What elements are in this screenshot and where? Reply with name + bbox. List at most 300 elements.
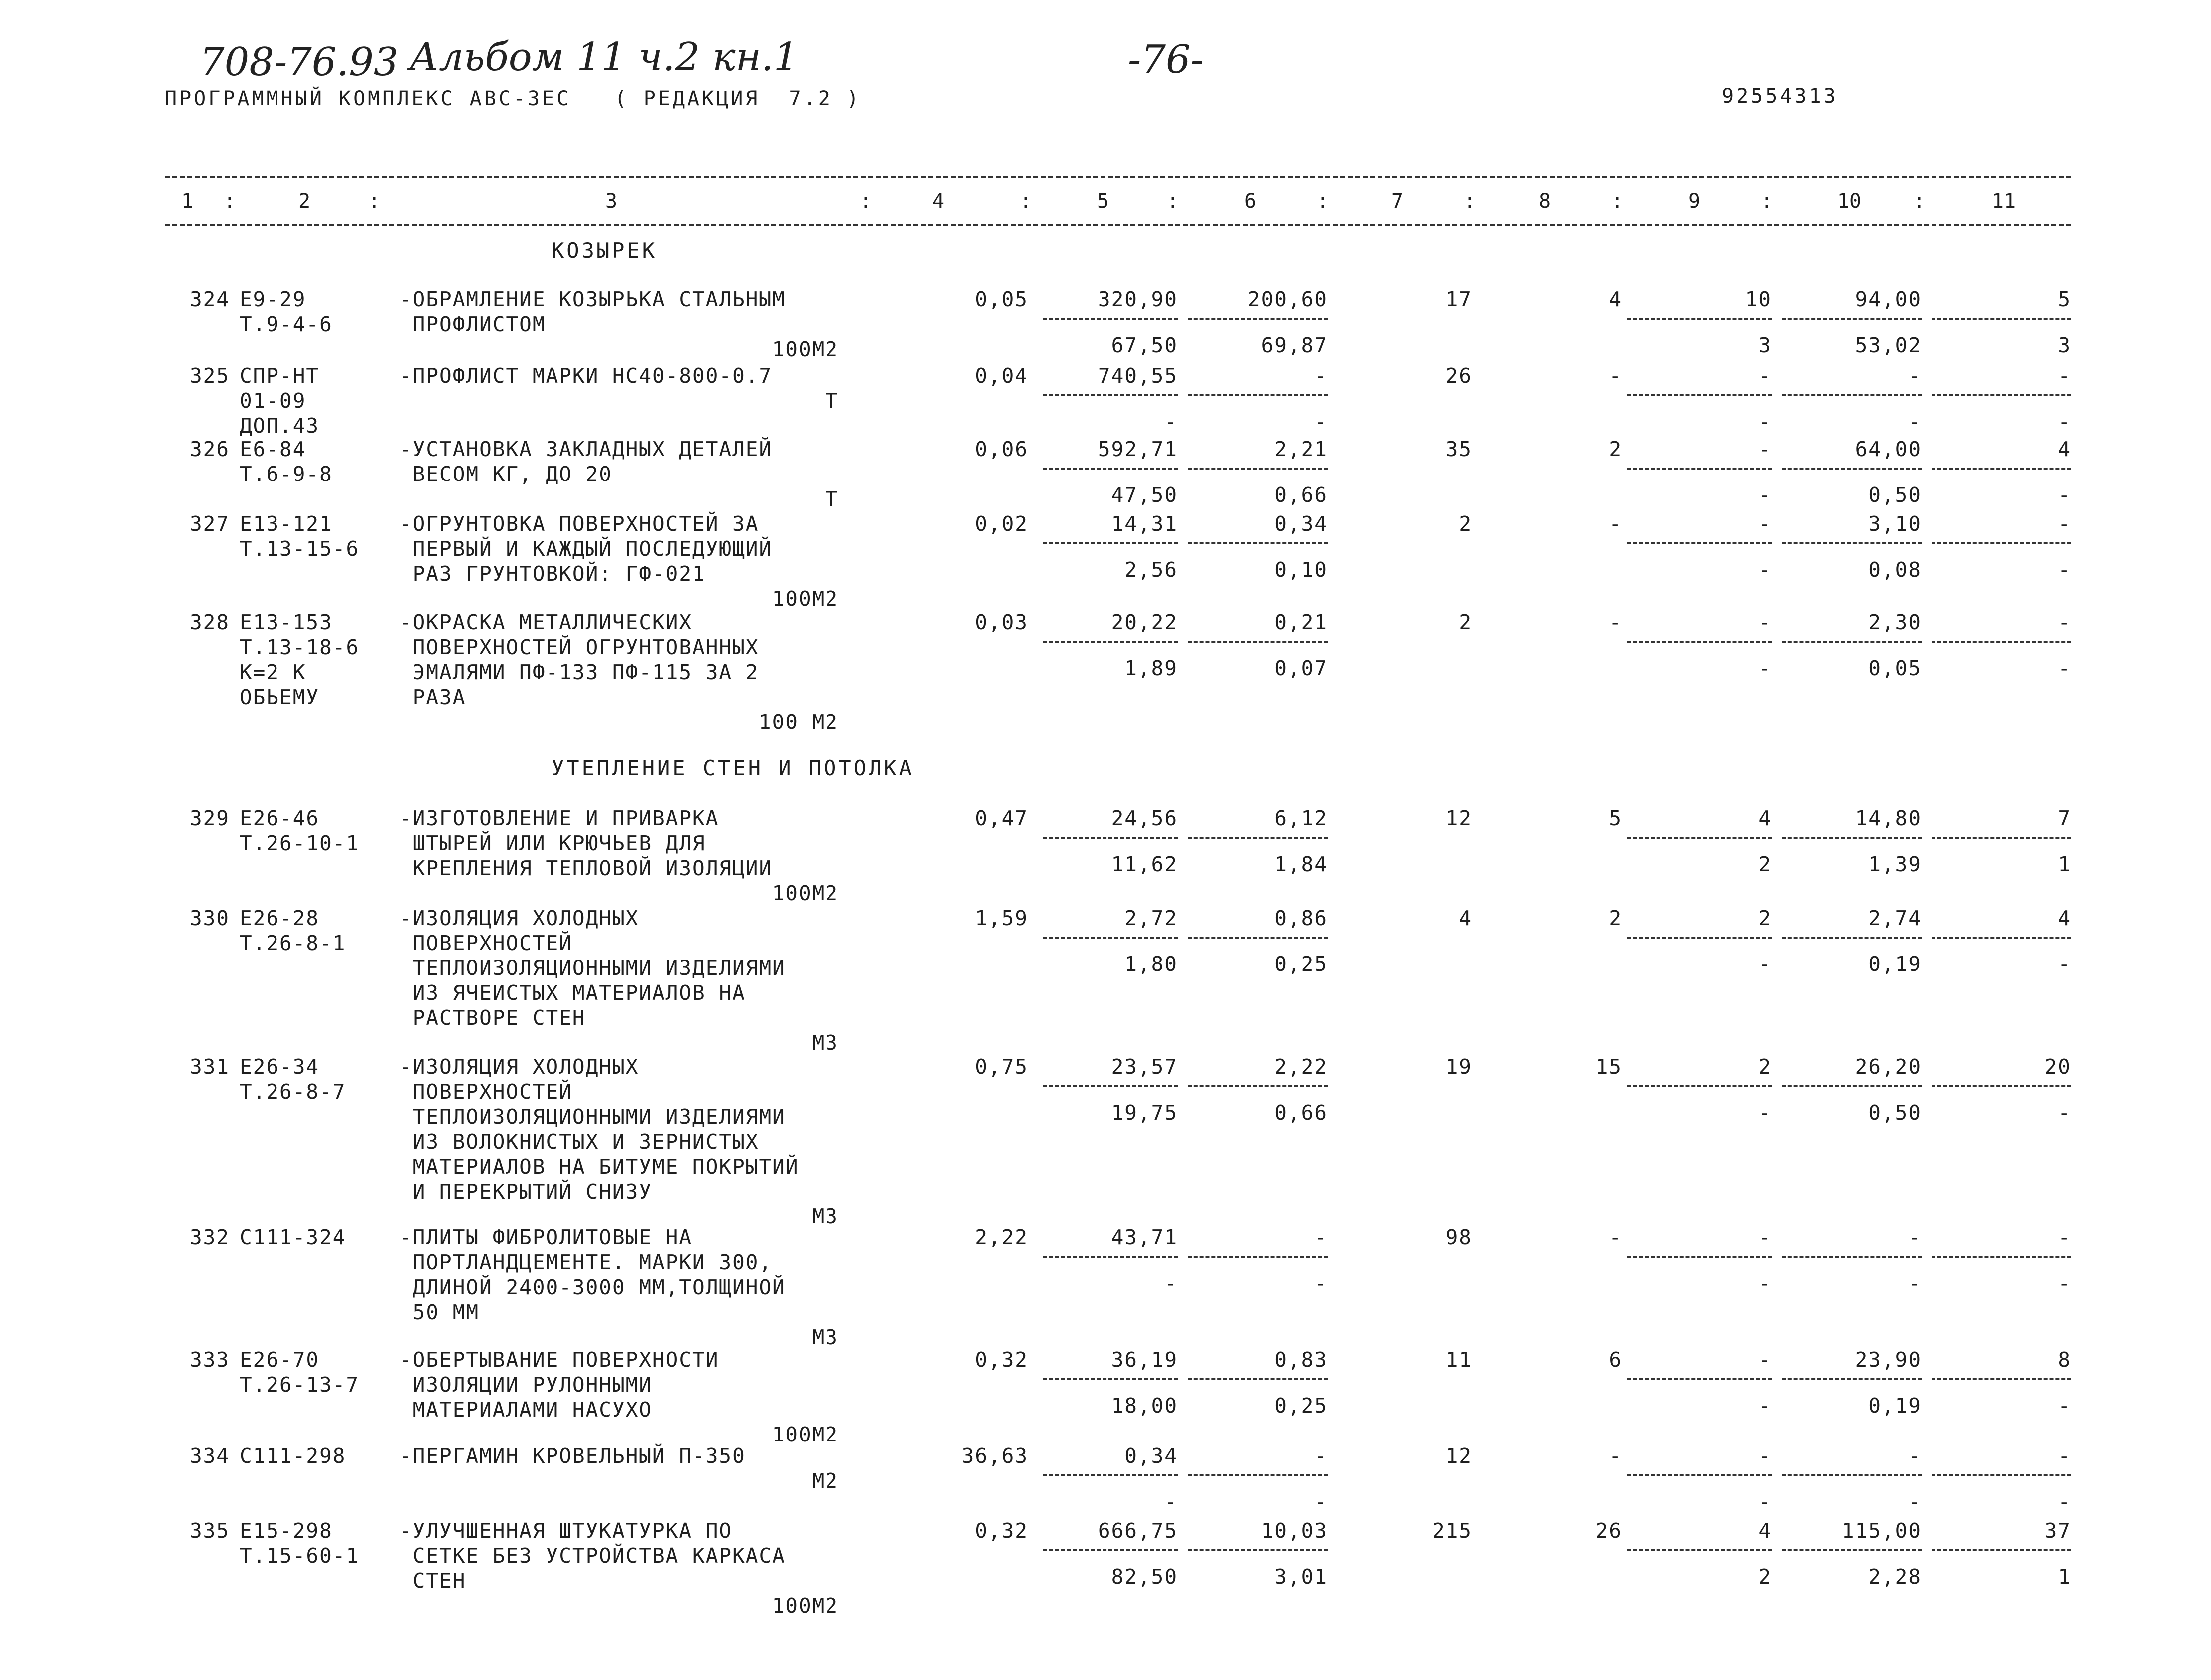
total-value-lower: 1,39 [1868,852,1922,876]
labor-value: 12 [1445,1444,1472,1468]
cost-machines: - [1314,364,1328,388]
column-header-10: 10 [1837,190,1862,213]
total-value: 4 [2058,906,2071,930]
total-value: - [1758,437,1772,461]
labor-value: 2 [1609,437,1622,461]
labor-value: 15 [1595,1055,1622,1079]
total-value-lower: 3 [1758,333,1772,357]
total-value-lower: - [1758,952,1772,976]
cost-separator-line [1043,1474,1178,1476]
row-number: 328 [189,610,230,634]
work-description: ИЗОЛЯЦИИ РУЛОННЫМИ [399,1373,652,1397]
total-value: 4 [1758,1519,1772,1543]
labor-value: 6 [1609,1348,1622,1372]
work-description: ПОВЕРХНОСТЕЙ [399,1080,572,1104]
cost-separator-line [1932,641,2071,643]
cost-separator-line [1932,542,2071,544]
quantity: 0,02 [975,512,1028,536]
quantity: 0,32 [975,1519,1028,1543]
total-value-lower: 1 [2058,852,2071,876]
total-value-lower: - [2058,410,2071,434]
cost-separator-line [1782,394,1922,396]
rate-code: С111-298 [240,1444,346,1468]
row-number: 324 [189,287,230,311]
unit-label: 100М2 [772,587,838,611]
rate-code: Т.26-13-7 [240,1373,360,1397]
cost-machines: 0,86 [1274,906,1328,930]
cost-machines: 6,12 [1274,806,1328,830]
cost-machines-wages: 0,66 [1274,483,1328,507]
cost-total: 23,57 [1111,1055,1178,1079]
cost-wages: - [1164,1490,1178,1514]
cost-separator-line [1782,1549,1922,1551]
total-value-lower: - [1908,1271,1922,1295]
total-value-lower: - [1758,1271,1772,1295]
work-description: И ПЕРЕКРЫТИЙ СНИЗУ [399,1180,652,1203]
labor-value: 215 [1432,1519,1472,1543]
cost-separator-line [1043,1085,1178,1087]
cost-separator-line [1627,1256,1772,1258]
total-value: 2 [1758,906,1772,930]
quantity: 0,47 [975,806,1028,830]
rate-code: Т.6-9-8 [240,462,333,486]
work-description: ПОРТЛАНДЦЕМЕНТЕ. МАРКИ 300, [399,1250,773,1274]
cost-machines-wages: 69,87 [1261,333,1328,357]
unit-label: М3 [812,1031,838,1055]
total-value: 37 [2044,1519,2071,1543]
total-value: 23,90 [1855,1348,1922,1372]
column-separator: : [1760,190,1773,213]
unit-label: 100 М2 [758,710,838,734]
cost-machines-wages: 3,01 [1274,1565,1328,1589]
labor-value: 19 [1445,1055,1472,1079]
cost-separator-line [1043,318,1178,320]
row-number: 327 [189,512,230,536]
cost-wages: 2,56 [1124,558,1178,582]
cost-wages: 19,75 [1111,1101,1178,1125]
cost-machines: 200,60 [1247,287,1328,311]
column-separator: : [1166,190,1179,213]
unit-label: М3 [812,1204,838,1228]
total-value: 2 [1758,1055,1772,1079]
total-value-lower: - [1908,1490,1922,1514]
cost-separator-line [1782,641,1922,643]
cost-total: 14,31 [1111,512,1178,536]
cost-separator-line [1188,937,1328,939]
cost-separator-line [1932,318,2071,320]
total-value: - [2058,1225,2071,1249]
column-header-8: 8 [1538,190,1551,213]
labor-value: 17 [1445,287,1472,311]
cost-separator-line [1188,542,1328,544]
total-value: - [2058,610,2071,634]
work-description: ШТЫРЕЙ ИЛИ КРЮЧЬЕВ ДЛЯ [399,831,706,855]
rate-code: Е13-153 [240,610,333,634]
cost-machines: 2,22 [1274,1055,1328,1079]
row-number: 335 [189,1519,230,1543]
handwritten-album: Альбом 11 ч.2 кн.1 [409,35,799,80]
cost-separator-line [1188,318,1328,320]
cost-total: 592,71 [1098,437,1178,461]
cost-separator-line [1043,1256,1178,1258]
cost-separator-line [1043,1549,1178,1551]
work-description: МАТЕРИАЛОВ НА БИТУМЕ ПОКРЫТИЙ [399,1155,799,1179]
cost-separator-line [1043,641,1178,643]
cost-machines: 2,21 [1274,437,1328,461]
quantity: 0,75 [975,1055,1028,1079]
cost-separator-line [1043,837,1178,839]
work-description: -ОКРАСКА МЕТАЛЛИЧЕСКИХ [399,610,693,634]
total-value: - [2058,1444,2071,1468]
labor-value: - [1609,364,1622,388]
total-value: 4 [2058,437,2071,461]
cost-separator-line [1782,318,1922,320]
total-value: 7 [2058,806,2071,830]
cost-total: 36,19 [1111,1348,1178,1372]
total-value-lower: 0,05 [1868,656,1922,680]
cost-machines-wages: 0,10 [1274,558,1328,582]
rate-code: Т.26-8-1 [240,931,346,955]
total-value-lower: - [1758,410,1772,434]
work-description: МАТЕРИАЛАМИ НАСУХО [399,1398,652,1422]
unit-label: 100М2 [772,337,838,361]
column-header-11: 11 [1991,190,2016,213]
total-value: 2,74 [1868,906,1922,930]
column-header-7: 7 [1391,190,1404,213]
total-value-lower: - [1758,656,1772,680]
cost-machines: 10,03 [1261,1519,1328,1543]
cost-separator-line [1188,468,1328,470]
rate-code: Т.9-4-6 [240,312,333,336]
total-value-lower: 1 [2058,1565,2071,1589]
unit-label: 100М2 [772,1594,838,1618]
cost-separator-line [1782,1378,1922,1380]
cost-machines: 0,21 [1274,610,1328,634]
labor-value: 35 [1445,437,1472,461]
work-description: -ИЗОЛЯЦИЯ ХОЛОДНЫХ [399,906,639,930]
cost-wages: - [1164,1271,1178,1295]
total-value: - [1758,512,1772,536]
total-value: - [1758,364,1772,388]
cost-machines: 0,83 [1274,1348,1328,1372]
total-value: - [1758,1225,1772,1249]
cost-separator-line [1188,1378,1328,1380]
labor-value: 26 [1595,1519,1622,1543]
unit-label: М2 [812,1469,838,1493]
row-number: 331 [189,1055,230,1079]
cost-separator-line [1932,837,2071,839]
cost-separator-line [1932,1256,2071,1258]
work-description: ЭМАЛЯМИ ПФ-133 ПФ-115 ЗА 2 [399,660,759,684]
column-header-3: 3 [605,190,618,213]
quantity: 0,04 [975,364,1028,388]
column-header-2: 2 [298,190,311,213]
column-separator: : [1019,190,1032,213]
cost-machines-wages: 1,84 [1274,852,1328,876]
work-description: ПОВЕРХНОСТЕЙ ОГРУНТОВАННЫХ [399,635,759,659]
total-value-lower: 0,50 [1868,483,1922,507]
work-description: ПРОФЛИСТОМ [399,312,546,336]
total-value-lower: - [1758,1101,1772,1125]
total-value: 8 [2058,1348,2071,1372]
cost-separator-line [1932,468,2071,470]
cost-separator-line [1627,641,1772,643]
rate-code: Т.26-10-1 [240,831,360,855]
rate-code: ДОП.43 [240,414,320,438]
total-value: - [1758,610,1772,634]
work-description: ПОВЕРХНОСТЕЙ [399,931,572,955]
column-header-6: 6 [1244,190,1257,213]
total-value: - [2058,364,2071,388]
column-header-5: 5 [1097,190,1109,213]
column-header-9: 9 [1688,190,1701,213]
rate-code: Т.13-15-6 [240,537,360,561]
total-value: - [1908,364,1922,388]
work-description: 50 ММ [399,1300,480,1324]
rate-code: С111-324 [240,1225,346,1249]
labor-value: 98 [1445,1225,1472,1249]
total-value: 26,20 [1855,1055,1922,1079]
cost-separator-line [1627,542,1772,544]
rate-code: Т.15-60-1 [240,1544,360,1568]
row-number: 326 [189,437,230,461]
cost-separator-line [1932,394,2071,396]
cost-separator-line [1932,1378,2071,1380]
cost-wages: 18,00 [1111,1394,1178,1418]
total-value-lower: - [2058,1394,2071,1418]
row-number: 330 [189,906,230,930]
work-description: -ОБРАМЛЕНИЕ КОЗЫРЬКА СТАЛЬНЫМ [399,287,786,311]
column-header-4: 4 [932,190,945,213]
labor-value: 4 [1459,906,1472,930]
cost-separator-line [1627,937,1772,939]
total-value: - [1758,1348,1772,1372]
cost-separator-line [1043,1378,1178,1380]
total-value-lower: 0,50 [1868,1101,1922,1125]
total-value: 3,10 [1868,512,1922,536]
cost-separator-line [1043,937,1178,939]
cost-separator-line [1932,1549,2071,1551]
work-description: -УСТАНОВКА ЗАКЛАДНЫХ ДЕТАЛЕЙ [399,437,773,461]
row-number: 334 [189,1444,230,1468]
cost-wages: - [1164,410,1178,434]
row-number: 333 [189,1348,230,1372]
total-value: - [1908,1225,1922,1249]
work-description: ТЕПЛОИЗОЛЯЦИОННЫМИ ИЗДЕЛИЯМИ [399,956,786,980]
cost-separator-line [1043,468,1178,470]
total-value-lower: - [2058,483,2071,507]
cost-total: 24,56 [1111,806,1178,830]
total-value-lower: 2,28 [1868,1565,1922,1589]
rate-code: Е26-70 [240,1348,320,1372]
cost-machines-wages: - [1314,1271,1328,1295]
unit-label: 100М2 [772,1423,838,1446]
total-value: 115,00 [1841,1519,1922,1543]
rate-code: Е26-46 [240,806,320,830]
cost-wages: 47,50 [1111,483,1178,507]
cost-separator-line [1627,468,1772,470]
quantity: 1,59 [975,906,1028,930]
total-value: - [2058,512,2071,536]
program-line: ПРОГРАММНЫЙ КОМПЛЕКС АВС-3ЕС ( РЕДАКЦИЯ 7.2 ) [165,87,861,110]
cost-wages: 11,62 [1111,852,1178,876]
cost-separator-line [1627,1085,1772,1087]
cost-machines: - [1314,1225,1328,1249]
cost-separator-line [1188,1085,1328,1087]
cost-separator-line [1043,394,1178,396]
cost-separator-line [1188,394,1328,396]
total-value-lower: 2 [1758,852,1772,876]
handwritten-code: 708-76.93 [200,40,399,85]
cost-total: 740,55 [1098,364,1178,388]
cost-separator-line [1782,937,1922,939]
rate-code: Т.13-18-6 [240,635,360,659]
cost-separator-line [1188,641,1328,643]
labor-value: 2 [1609,906,1622,930]
cost-wages: 1,89 [1124,656,1178,680]
quantity: 0,03 [975,610,1028,634]
rate-code: Е26-34 [240,1055,320,1079]
cost-separator-line [1782,468,1922,470]
rate-code: Е26-28 [240,906,320,930]
unit-label: 100М2 [772,881,838,905]
labor-value: - [1609,512,1622,536]
total-value-lower: - [1758,1490,1772,1514]
unit-label: Т [825,389,838,413]
column-separator: : [1611,190,1624,213]
total-value-lower: - [2058,1271,2071,1295]
labor-value: 2 [1459,512,1472,536]
header-rule-top [165,176,2071,178]
labor-value: 26 [1445,364,1472,388]
work-description: ВЕСОМ КГ, ДО 20 [399,462,612,486]
cost-separator-line [1782,1474,1922,1476]
row-number: 332 [189,1225,230,1249]
cost-total: 43,71 [1111,1225,1178,1249]
total-value-lower: 2 [1758,1565,1772,1589]
quantity: 0,32 [975,1348,1028,1372]
cost-separator-line [1782,837,1922,839]
rate-code: Е6-84 [240,437,306,461]
section-title: КОЗЫРЕК [552,239,658,263]
cost-separator-line [1782,1085,1922,1087]
cost-machines: - [1314,1444,1328,1468]
rate-code: Т.26-8-7 [240,1080,346,1104]
total-value: 14,80 [1855,806,1922,830]
cost-separator-line [1188,1549,1328,1551]
cost-total: 666,75 [1098,1519,1178,1543]
quantity: 0,06 [975,437,1028,461]
total-value-lower: 0,19 [1868,952,1922,976]
total-value: 4 [1758,806,1772,830]
quantity: 2,22 [975,1225,1028,1249]
total-value: 20 [2044,1055,2071,1079]
cost-machines-wages: 0,25 [1274,952,1328,976]
total-value-lower: 0,19 [1868,1394,1922,1418]
cost-machines-wages: 0,66 [1274,1101,1328,1125]
work-description: РАЗА [399,685,466,709]
work-description: -ОГРУНТОВКА ПОВЕРХНОСТЕЙ ЗА [399,512,759,536]
quantity: 0,05 [975,287,1028,311]
cost-wages: 82,50 [1111,1565,1178,1589]
total-value-lower: - [2058,558,2071,582]
cost-wages: 67,50 [1111,333,1178,357]
cost-machines-wages: 0,07 [1274,656,1328,680]
total-value: 2,30 [1868,610,1922,634]
cost-separator-line [1627,1549,1772,1551]
cost-separator-line [1932,937,2071,939]
cost-separator-line [1782,1256,1922,1258]
header-rule-bottom [165,224,2071,226]
total-value: 10 [1745,287,1772,311]
cost-machines-wages: - [1314,410,1328,434]
cost-total: 20,22 [1111,610,1178,634]
total-value: 64,00 [1855,437,1922,461]
column-header-1: 1 [181,190,194,213]
rate-code: ОБЬЕМУ [240,685,320,709]
rate-code: Е15-298 [240,1519,333,1543]
cost-total: 0,34 [1124,1444,1178,1468]
cost-total: 2,72 [1124,906,1178,930]
work-description: РАСТВОРЕ СТЕН [399,1006,586,1030]
work-description: -УЛУЧШЕННАЯ ШТУКАТУРКА ПО [399,1519,733,1543]
work-description: -ПЕРГАМИН КРОВЕЛЬНЫЙ П-350 [399,1444,746,1468]
cost-separator-line [1627,837,1772,839]
work-description: ТЕПЛОИЗОЛЯЦИОННЫМИ ИЗДЕЛИЯМИ [399,1105,786,1129]
work-description: ИЗ ЯЧЕИСТЫХ МАТЕРИАЛОВ НА [399,981,746,1005]
quantity: 36,63 [961,1444,1028,1468]
work-description: -ПРОФЛИСТ МАРКИ НС40-800-0.7 [399,364,773,388]
column-separator: : [859,190,872,213]
cost-separator-line [1043,542,1178,544]
cost-wages: 1,80 [1124,952,1178,976]
cost-separator-line [1188,1256,1328,1258]
total-value-lower: - [2058,952,2071,976]
column-separator: : [368,190,381,213]
total-value: - [1908,1444,1922,1468]
labor-value: 12 [1445,806,1472,830]
cost-machines: 0,34 [1274,512,1328,536]
page-number: -76- [1128,37,1204,82]
work-description: ИЗ ВОЛОКНИСТЫХ И ЗЕРНИСТЫХ [399,1130,759,1154]
labor-value: 11 [1445,1348,1472,1372]
work-description: КРЕПЛЕНИЯ ТЕПЛОВОЙ ИЗОЛЯЦИИ [399,856,773,880]
work-description: -ИЗГОТОВЛЕНИЕ И ПРИВАРКА [399,806,719,830]
total-value: - [1758,1444,1772,1468]
total-value: 5 [2058,287,2071,311]
cost-separator-line [1627,1378,1772,1380]
total-value-lower: 0,08 [1868,558,1922,582]
cost-separator-line [1627,1474,1772,1476]
total-value-lower: - [1908,410,1922,434]
section-title: УТЕПЛЕНИЕ СТЕН И ПОТОЛКА [552,756,914,780]
labor-value: - [1609,1444,1622,1468]
unit-label: М3 [812,1325,838,1349]
cost-separator-line [1782,542,1922,544]
cost-separator-line [1932,1474,2071,1476]
work-description: -ПЛИТЫ ФИБРОЛИТОВЫЕ НА [399,1225,693,1249]
work-description: -ИЗОЛЯЦИЯ ХОЛОДНЫХ [399,1055,639,1079]
labor-value: - [1609,610,1622,634]
unit-label: Т [825,487,838,511]
total-value-lower: - [1758,558,1772,582]
total-value: 94,00 [1855,287,1922,311]
total-value-lower: - [1758,1394,1772,1418]
work-description: РАЗ ГРУНТОВКОЙ: ГФ-021 [399,562,706,586]
labor-value: 5 [1609,806,1622,830]
cost-separator-line [1188,1474,1328,1476]
labor-value: 2 [1459,610,1472,634]
